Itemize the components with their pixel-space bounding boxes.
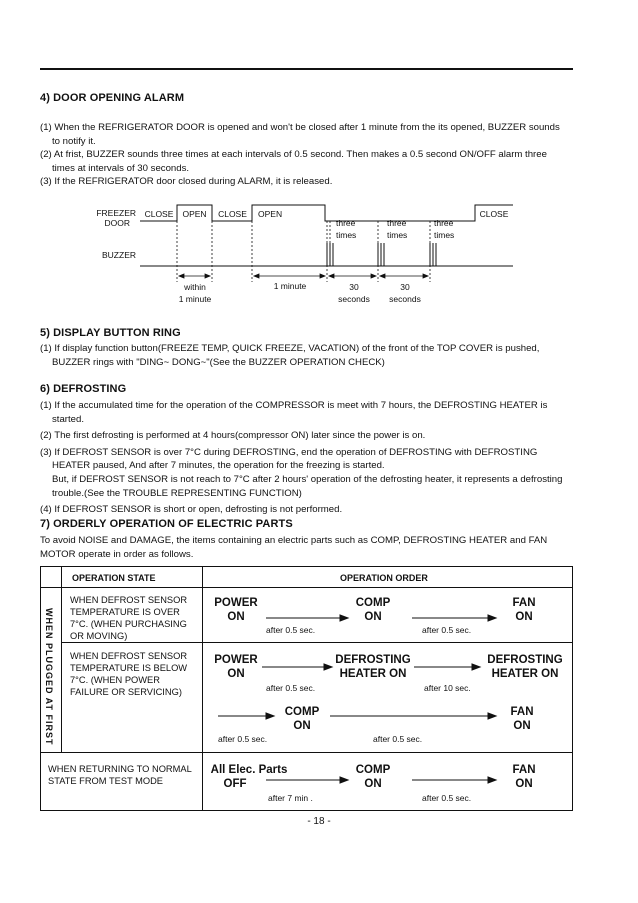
row2-fan-on xyxy=(496,705,548,733)
row3-after-1: after 7 min . xyxy=(268,793,313,803)
seconds-1: seconds xyxy=(338,294,370,304)
s4-line-5: (3) If the REFRIGERATOR door closed during ALARM, it is released. xyxy=(40,176,333,187)
col-operation-state: OPERATION STATE xyxy=(72,573,156,583)
state-close-2: CLOSE xyxy=(218,209,247,219)
buzzer-label: BUZZER xyxy=(102,250,136,260)
row2-after-1: after 0.5 sec. xyxy=(266,683,316,693)
door-label: DOOR xyxy=(104,218,130,228)
section-4-heading: 4) DOOR OPENING ALARM xyxy=(40,92,185,104)
state-close-1: CLOSE xyxy=(144,209,174,219)
on-label: ON xyxy=(227,668,245,680)
one-minute-label-b: 1 minute xyxy=(273,281,307,291)
s7-intro-1: To avoid NOISE and DAMAGE, the items containing an electric parts such as COMP, DEFROSTING HEATER and FAN xyxy=(40,535,548,546)
within-label: within xyxy=(184,282,206,292)
defrosting-label: DEFROSTING xyxy=(335,654,411,666)
row2-after-2: after 10 sec. xyxy=(424,683,471,693)
state-close-3: CLOSE xyxy=(479,209,509,219)
heater-on-label: HEATER ON xyxy=(339,668,407,680)
s6-line-4: (3) If DEFROST SENSOR is over 7°C during DEFROSTING, end the operation of DEFROSTING with DEFROSTING xyxy=(40,446,538,458)
s5-line-2: BUZZER rings with "DING~ DONG~"(See the BUZZER OPERATION CHECK) xyxy=(52,356,385,368)
row2-defrosting-heater-on-2 xyxy=(482,653,568,681)
off-label: OFF xyxy=(223,778,247,790)
s7-intro-2: MOTOR operate in order as follows. xyxy=(40,548,194,560)
power-label: POWER xyxy=(214,597,258,609)
row1-state-line4: OR MOVING) xyxy=(70,631,128,641)
s6-line-1: (1) If the accumulated time for the operation of the COMPRESSOR is meet with 7 hours, the DEFROSTING HEATER is xyxy=(40,400,548,411)
row1-state-line3: 7°C. (WHEN PURCHASING xyxy=(70,619,187,629)
row1-fan-on xyxy=(498,596,550,624)
times-2: times xyxy=(387,230,408,240)
section-6-heading: 6) DEFROSTING xyxy=(40,383,127,395)
s6-line-3: (2) The first defrosting is performed at 4 hours(compressor ON) later since the power is on. xyxy=(40,430,426,442)
row3-state-line1: WHEN RETURNING TO NORMAL xyxy=(48,764,192,774)
row3-all-elec-off xyxy=(206,763,292,791)
three-2: three xyxy=(387,218,407,228)
on-label: ON xyxy=(364,778,382,790)
thirty-2: 30 xyxy=(400,282,410,292)
s4-line-3: (2) At frist, BUZZER sounds three times at each intervals of 0.5 second. Then makes a 0.5 second ON/OFF alarm three xyxy=(40,149,547,160)
state-open-1: OPEN xyxy=(182,209,207,219)
row1-state xyxy=(70,594,187,642)
s6-line-8: (4) If DEFROST SENSOR is short or open, defrosting is not performed. xyxy=(40,504,343,516)
all-elec-label: All Elec. Parts xyxy=(210,764,288,776)
row1-power-on xyxy=(206,596,266,624)
fan-label: FAN xyxy=(512,764,536,776)
row2-state-line2: TEMPERATURE IS BELOW xyxy=(70,663,188,673)
row2-defrosting-heater-on-1 xyxy=(330,653,416,681)
row1-after-1: after 0.5 sec. xyxy=(266,625,316,635)
on-label: ON xyxy=(364,611,382,623)
row3-after-2: after 0.5 sec. xyxy=(422,793,472,803)
three-3: three xyxy=(434,218,454,228)
state-open-2: OPEN xyxy=(258,209,283,219)
times-1: times xyxy=(336,230,357,240)
comp-label: COMP xyxy=(355,597,391,609)
comp-label: COMP xyxy=(284,706,320,718)
fan-label: FAN xyxy=(512,597,536,609)
row3-state-line2: STATE FROM TEST MODE xyxy=(48,776,164,786)
row2-comp-on xyxy=(274,705,330,733)
row2-after-3: after 0.5 sec. xyxy=(218,734,268,744)
row3-fan-on xyxy=(498,763,550,791)
s6-line-2: started. xyxy=(52,413,84,425)
freezer-label: FREEZER xyxy=(96,208,136,218)
on-label: ON xyxy=(293,720,311,732)
seconds-2: seconds xyxy=(389,294,421,304)
thirty-1: 30 xyxy=(349,282,359,292)
on-label: ON xyxy=(227,611,245,623)
row2-state-line4: FAILURE OR SERVICING) xyxy=(70,687,182,697)
page-number: - 18 - xyxy=(307,816,331,827)
row3-comp-on xyxy=(345,763,401,791)
s6-line-5: HEATER paused, And after 7 minutes, the operation for the freezing is started. xyxy=(52,460,385,472)
row1-state-line1: WHEN DEFROST SENSOR xyxy=(70,595,188,605)
row2-state xyxy=(70,650,187,698)
on-label: ON xyxy=(513,720,531,732)
times-3: times xyxy=(434,230,455,240)
heater-on-label: HEATER ON xyxy=(491,668,559,680)
on-label: ON xyxy=(515,611,533,623)
power-label: POWER xyxy=(214,654,258,666)
row2-state-line1: WHEN DEFROST SENSOR xyxy=(70,651,188,661)
section-5-heading: 5) DISPLAY BUTTON RING xyxy=(40,327,181,339)
row2-after-4: after 0.5 sec. xyxy=(373,734,423,744)
one-minute-label-a: 1 minute xyxy=(178,294,212,304)
three-1: three xyxy=(336,218,356,228)
when-plugged-at-first-label: WHEN PLUGGED AT FIRST xyxy=(44,608,54,746)
row3-state xyxy=(48,763,192,787)
s6-line-7: trouble.(See the TROUBLE REPRESENTING FUNCTION) xyxy=(52,487,302,499)
on-label: ON xyxy=(515,778,533,790)
row1-state-line2: TEMPERATURE IS OVER xyxy=(70,607,180,617)
s4-line-2: to notify it. xyxy=(52,135,96,147)
s4-line-1: (1) When the REFRIGERATOR DOOR is opened and won't be closed after 1 minute from the its opened, BUZZER sounds xyxy=(40,122,560,133)
col-operation-order: OPERATION ORDER xyxy=(340,573,428,583)
s5-line-1: (1) If display function button(FREEZE TEMP, QUICK FREEZE, VACATION) of the front of the TOP COVER is pushed, xyxy=(40,343,540,354)
row1-after-2: after 0.5 sec. xyxy=(422,625,472,635)
row2-power-on xyxy=(206,653,266,681)
section-7-heading: 7) ORDERLY OPERATION OF ELECTRIC PARTS xyxy=(40,518,293,530)
fan-label: FAN xyxy=(510,706,534,718)
s4-line-4: times at intervals of 30 seconds. xyxy=(52,162,190,174)
s6-line-6: But, if DEFROST SENSOR is not reach to 7°C after 2 hours' operation of the defrosting heater, it represents a defrosting xyxy=(52,473,563,485)
row1-comp-on xyxy=(345,596,401,624)
defrosting-label: DEFROSTING xyxy=(487,654,563,666)
comp-label: COMP xyxy=(355,764,391,776)
row2-state-line3: 7°C. (WHEN POWER xyxy=(70,675,160,685)
